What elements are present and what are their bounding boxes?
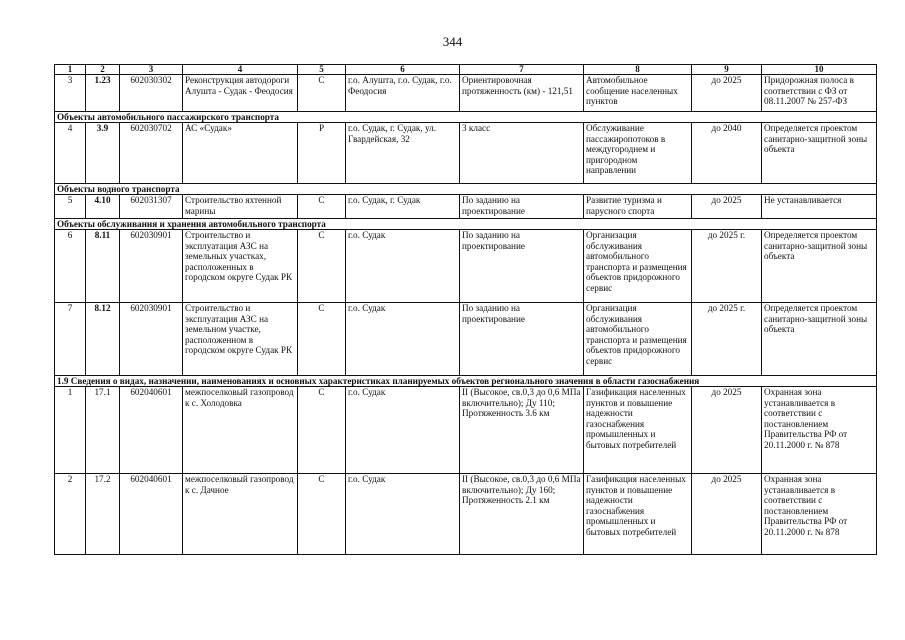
deadline: до 2025 bbox=[692, 195, 762, 219]
purpose: Организация обслуживания автомобильного транспорта и размещения объектов придорожного сервис bbox=[584, 303, 692, 376]
header-cell: 2 bbox=[86, 65, 120, 75]
object-name: межпоселковый газопровод к с. Холодовка bbox=[183, 387, 298, 474]
purpose: Газификация населенных пунктов и повышение надежности газоснабжения промышленных и бытовых потребителей bbox=[584, 474, 692, 555]
row-number: 5 bbox=[55, 195, 86, 219]
purpose: Организация обслуживания автомобильного транспорта и размещения объектов придорожного сервис bbox=[584, 230, 692, 303]
table-row bbox=[55, 230, 877, 303]
location: г.о. Судак, г. Судак bbox=[346, 195, 460, 219]
item-code: 3.9 bbox=[86, 123, 120, 184]
location: г.о. Алушта, г.о. Судак, г.о. Феодосия bbox=[346, 75, 460, 112]
status-code: С bbox=[298, 195, 346, 219]
object-name: межпоселковый газопровод к с. Дачное bbox=[183, 474, 298, 555]
header-cell: 9 bbox=[692, 65, 762, 75]
status-code: С bbox=[298, 303, 346, 376]
deadline: до 2025 bbox=[692, 474, 762, 555]
characteristics: По заданию на проектирование bbox=[460, 230, 584, 303]
row-number: 6 bbox=[55, 230, 86, 303]
item-code: 4.10 bbox=[86, 195, 120, 219]
row-number: 1 bbox=[55, 387, 86, 474]
status-code: С bbox=[298, 387, 346, 474]
table-row bbox=[55, 474, 877, 555]
header-row bbox=[55, 65, 877, 75]
purpose: Автомобильное сообщение населенных пунктов bbox=[584, 75, 692, 112]
section-title: Объекты автомобильного пассажирского транспорта bbox=[55, 112, 877, 123]
deadline: до 2040 bbox=[692, 123, 762, 184]
table-row bbox=[55, 195, 877, 219]
row-number: 3 bbox=[55, 75, 86, 112]
header-cell: 1 bbox=[55, 65, 86, 75]
row-number: 4 bbox=[55, 123, 86, 184]
location: г.о. Судак bbox=[346, 387, 460, 474]
item-code: 17.1 bbox=[86, 387, 120, 474]
object-code: 602040601 bbox=[120, 387, 183, 474]
zone: Определяется проектом санитарно-защитной зоны объекта bbox=[762, 123, 877, 184]
object-name: Реконструкция автодороги Алушта - Судак - Феодосия bbox=[183, 75, 298, 112]
table-row bbox=[55, 75, 877, 112]
header-cell: 7 bbox=[460, 65, 584, 75]
deadline: до 2025 bbox=[692, 387, 762, 474]
object-code: 602030702 bbox=[120, 123, 183, 184]
characteristics: 3 класс bbox=[460, 123, 584, 184]
objects-table bbox=[54, 64, 877, 555]
section-title: 1.9 Сведения о видах, назначении, наименованиях и основных характеристиках планируемых объектов регионального значения в области газоснабжения bbox=[55, 376, 877, 387]
item-code: 8.12 bbox=[86, 303, 120, 376]
location: г.о. Судак bbox=[346, 230, 460, 303]
deadline: до 2025 г. bbox=[692, 230, 762, 303]
status-code: Р bbox=[298, 123, 346, 184]
row-number: 7 bbox=[55, 303, 86, 376]
characteristics: Ориентировочная протяженность (км) - 121,51 bbox=[460, 75, 584, 112]
location: г.о. Судак bbox=[346, 303, 460, 376]
header-cell: 5 bbox=[298, 65, 346, 75]
object-code: 602030901 bbox=[120, 303, 183, 376]
zone: Определяется проектом санитарно-защитной зоны объекта bbox=[762, 303, 877, 376]
table-row bbox=[55, 123, 877, 184]
row-number: 2 bbox=[55, 474, 86, 555]
deadline: до 2025 bbox=[692, 75, 762, 112]
section-row bbox=[55, 219, 877, 230]
section-row bbox=[55, 184, 877, 195]
status-code: С bbox=[298, 75, 346, 112]
deadline: до 2025 г. bbox=[692, 303, 762, 376]
item-code: 1.23 bbox=[86, 75, 120, 112]
purpose: Газификация населенных пунктов и повышение надежности газоснабжения промышленных и бытовых потребителей bbox=[584, 387, 692, 474]
object-name: Строительство и эксплуатация АЗС на земельном участке, расположенном в городском округе Судак РК bbox=[183, 303, 298, 376]
status-code: С bbox=[298, 474, 346, 555]
header-cell: 3 bbox=[120, 65, 183, 75]
table-row bbox=[55, 387, 877, 474]
zone: Охранная зона устанавливается в соответствии с постановлением Правительства РФ от 20.11.2000 г. № 878 bbox=[762, 387, 877, 474]
zone: Охранная зона устанавливается в соответствии с постановлением Правительства РФ от 20.11.2000 г. № 878 bbox=[762, 474, 877, 555]
zone: Определяется проектом санитарно-защитной зоны объекта bbox=[762, 230, 877, 303]
characteristics: II (Высокое, св.0,3 до 0,6 МПа включительно); Ду 160; Протяженность 2.1 км bbox=[460, 474, 584, 555]
characteristics: По заданию на проектирование bbox=[460, 195, 584, 219]
purpose: Развитие туризма и парусного спорта bbox=[584, 195, 692, 219]
object-name: АС «Судак» bbox=[183, 123, 298, 184]
item-code: 17.2 bbox=[86, 474, 120, 555]
header-cell: 10 bbox=[762, 65, 877, 75]
characteristics: По заданию на проектирование bbox=[460, 303, 584, 376]
table-row bbox=[55, 303, 877, 376]
characteristics: II (Высокое, св.0,3 до 0,6 МПа включительно); Ду 110; Протяженность 3.6 км bbox=[460, 387, 584, 474]
object-name: Строительство и эксплуатация АЗС на земельных участках, расположенных в городском округе Судак РК bbox=[183, 230, 298, 303]
header-cell: 8 bbox=[584, 65, 692, 75]
section-title: Объекты водного транспорта bbox=[55, 184, 877, 195]
header-cell: 4 bbox=[183, 65, 298, 75]
location: г.о. Судак bbox=[346, 474, 460, 555]
section-title: Объекты обслуживания и хранения автомобильного транспорта bbox=[55, 219, 877, 230]
status-code: С bbox=[298, 230, 346, 303]
zone: Придорожная полоса в соответствии с ФЗ от 08.11.2007 № 257-ФЗ bbox=[762, 75, 877, 112]
page-number: 344 bbox=[442, 34, 463, 49]
object-code: 602030302 bbox=[120, 75, 183, 112]
section-row bbox=[55, 112, 877, 123]
section-row bbox=[55, 376, 877, 387]
purpose: Обслуживание пассажиропотоков в междугороднем и пригородном направлении bbox=[584, 123, 692, 184]
object-name: Строительство яхтенной марины bbox=[183, 195, 298, 219]
location: г.о. Судак, г. Судак, ул. Гвардейская, 32 bbox=[346, 123, 460, 184]
object-code: 602031307 bbox=[120, 195, 183, 219]
object-code: 602030901 bbox=[120, 230, 183, 303]
object-code: 602040601 bbox=[120, 474, 183, 555]
header-cell: 6 bbox=[346, 65, 460, 75]
item-code: 8.11 bbox=[86, 230, 120, 303]
zone: Не устанавливается bbox=[762, 195, 877, 219]
